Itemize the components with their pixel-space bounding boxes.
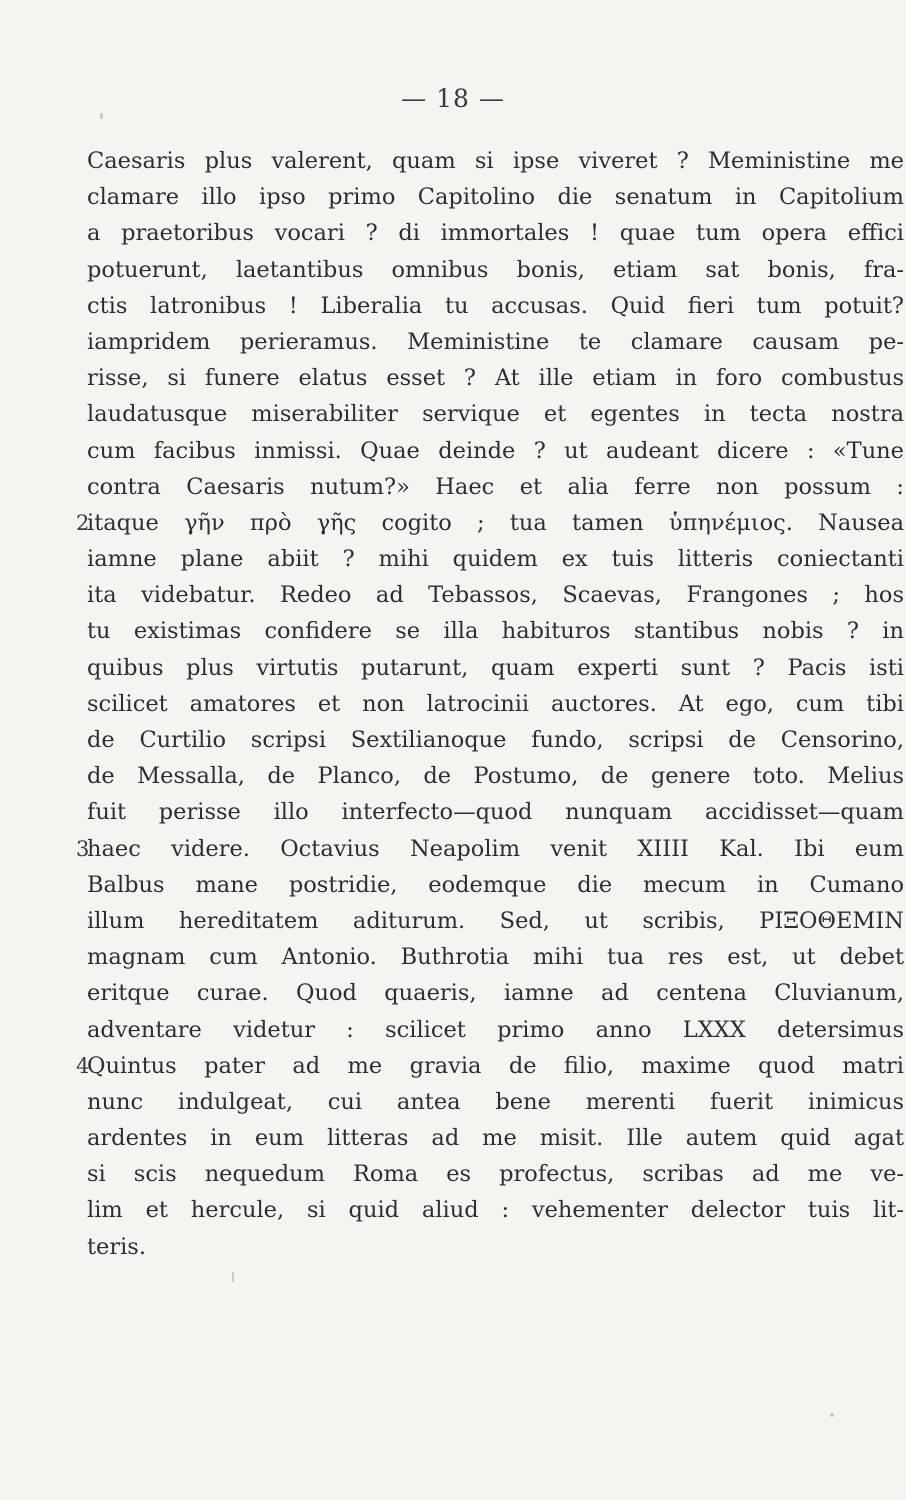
- line-text: tu existimas confidere se illa habituros stantibus nobis ? in: [87, 618, 904, 645]
- text-line: [0, 288, 906, 324]
- line-text: de Curtilio scripsi Sextilianoque fundo, scripsi de Censorino,: [87, 727, 904, 753]
- line-text: itaque γῆν πρὸ γῆς cogito ; tua tamen ὑπηνέμιος. Nausea: [87, 509, 904, 536]
- text-line: [0, 179, 906, 215]
- text-line: [0, 396, 906, 432]
- text-line: [0, 324, 906, 360]
- line-text: haec videre. Octavius Neapolim venit XIIII Kal. Ibi eum: [87, 835, 904, 862]
- line-text: nunc indulgeat, cui antea bene merenti fuerit inimicus: [87, 1088, 904, 1115]
- text-line: [0, 613, 906, 649]
- line-text: Balbus mane postridie, eodemque die mecum in Cumano: [87, 871, 904, 898]
- text-line: [0, 831, 906, 867]
- line-text: cum facibus inmissi. Quae deinde ? ut audeant dicere : «Tune: [87, 437, 904, 464]
- text-line: [0, 505, 906, 541]
- line-text: teris.: [87, 1233, 147, 1260]
- line-text: ardentes in eum litteras ad me misit. Ille autem quid agat: [87, 1125, 904, 1152]
- line-text: scilicet amatores et non latrocinii auctores. At ego, cum tibi: [87, 690, 904, 717]
- body-text: [0, 143, 906, 1265]
- text-line: [0, 867, 906, 903]
- line-text: fuit perisse illo interfecto—quod nunquam accidisset—quam: [87, 799, 904, 826]
- page-number: — 18 —: [401, 84, 505, 113]
- line-text: iampridem perieramus. Meministine te clamare causam pe-: [87, 328, 904, 355]
- paper-speck: [100, 113, 103, 119]
- text-line: [0, 1229, 906, 1265]
- text-line: [0, 577, 906, 613]
- text-line: [0, 1120, 906, 1156]
- line-text: si scis nequedum Roma es profectus, scribas ad me ve-: [87, 1161, 904, 1188]
- text-line: [0, 975, 906, 1011]
- text-line: [0, 469, 906, 505]
- text-line: [0, 1192, 906, 1228]
- text-line: [0, 360, 906, 396]
- line-text: Quintus pater ad me gravia de filio, maxime quod matri: [87, 1052, 904, 1079]
- text-line: [0, 1156, 906, 1192]
- line-text: potuerunt, laetantibus omnibus bonis, etiam sat bonis, fra-: [87, 256, 904, 283]
- text-line: [0, 794, 906, 830]
- line-text: ctis latronibus ! Liberalia tu accusas. Quid fieri tum potuit?: [87, 292, 904, 319]
- text-line: [0, 650, 906, 686]
- text-line: [0, 252, 906, 288]
- line-text: eritque curae. Quod quaeris, iamne ad centena Cluvianum,: [87, 980, 904, 1007]
- paper-speck: [830, 1413, 834, 1417]
- line-text: risse, si funere elatus esset ? At ille etiam in foro combustus: [87, 365, 904, 392]
- line-text: contra Caesaris nutum?» Haec et alia ferre non possum :: [87, 473, 904, 500]
- line-text: clamare illo ipso primo Capitolino die senatum in Capitolium: [87, 184, 904, 211]
- text-line: [0, 541, 906, 577]
- line-text: Caesaris plus valerent, quam si ipse viveret ? Meministine me: [87, 148, 904, 174]
- text-line: [0, 1084, 906, 1120]
- line-text: magnam cum Antonio. Buthrotia mihi tua res est, ut debet: [87, 944, 904, 971]
- text-line: [0, 758, 906, 794]
- line-text: laudatusque miserabiliter servique et egentes in tecta nostra: [87, 401, 904, 428]
- text-line: [0, 722, 906, 758]
- text-line: [0, 143, 906, 179]
- section-number: 4: [76, 1053, 90, 1078]
- line-text: ita videbatur. Redeo ad Tebassos, Scaevas, Frangones ; hos: [87, 582, 904, 609]
- line-text: a praetoribus vocari ? di immortales ! quae tum opera effici: [87, 220, 904, 247]
- paper-speck: [232, 1272, 234, 1282]
- line-text: illum hereditatem aditurum. Sed, ut scribis, ΡΙΞΟΘΕΜΙΝ: [87, 907, 904, 934]
- text-line: [0, 433, 906, 469]
- line-text: de Messalla, de Planco, de Postumo, de genere toto. Melius: [87, 763, 904, 790]
- line-text: adventare videtur : scilicet primo anno LXXX detersimus: [87, 1016, 904, 1043]
- text-line: [0, 903, 906, 939]
- text-line: [0, 215, 906, 251]
- text-line: [0, 1012, 906, 1048]
- line-text: iamne plane abiit ? mihi quidem ex tuis litteris coniectanti: [87, 546, 904, 573]
- section-number: 3: [76, 836, 90, 861]
- line-text: lim et hercule, si quid aliud : vehementer delector tuis lit-: [87, 1197, 904, 1224]
- line-text: quibus plus virtutis putarunt, quam experti sunt ? Pacis isti: [87, 654, 904, 681]
- text-line: [0, 686, 906, 722]
- section-number: 2: [76, 510, 90, 535]
- text-line: [0, 1048, 906, 1084]
- text-line: [0, 939, 906, 975]
